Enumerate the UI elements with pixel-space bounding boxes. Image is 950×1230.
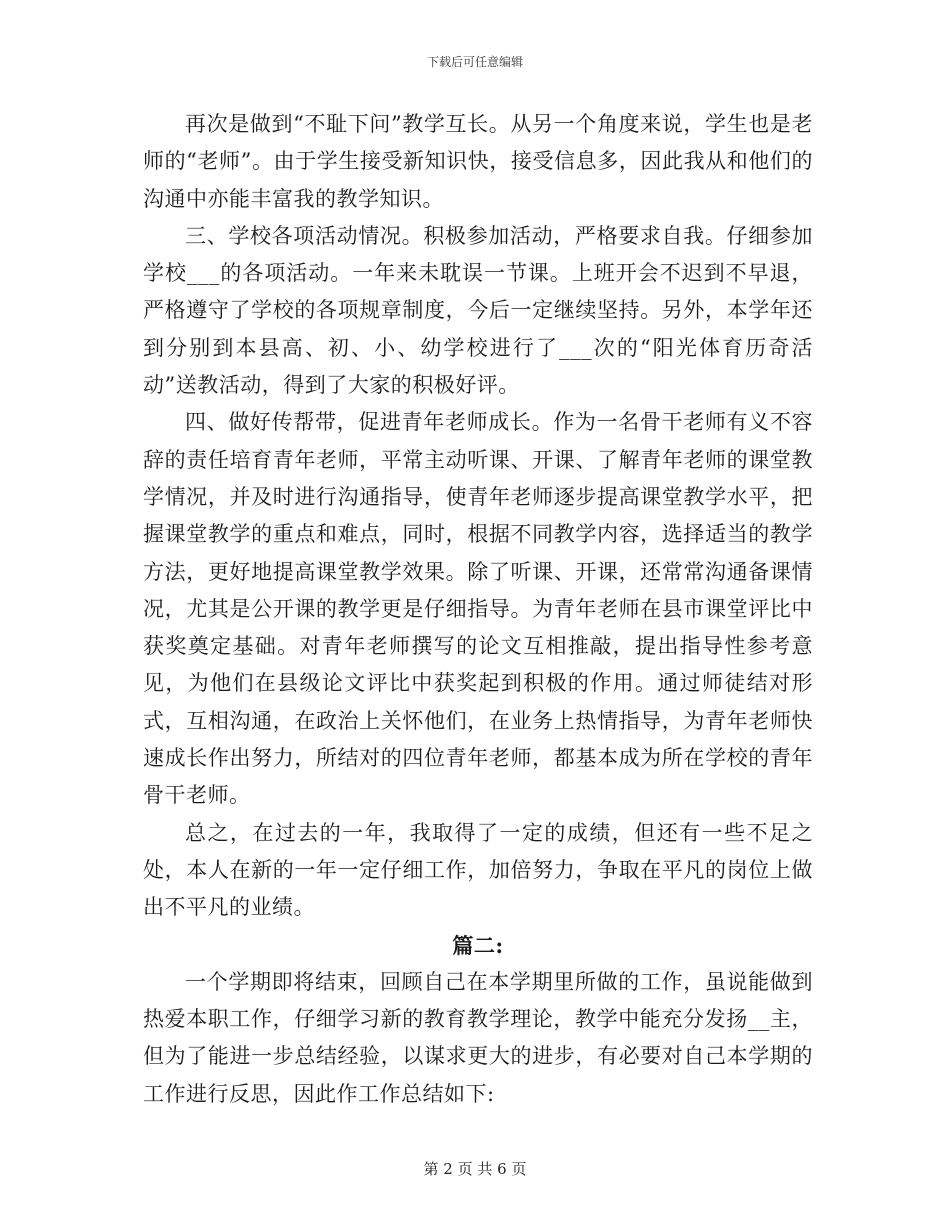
page-header: 下载后可任意编辑 — [426, 55, 523, 69]
paragraph-summary: 总之，在过去的一年，我取得了一定的成绩，但还有一些不足之处，本人在新的一年一定仔细工作，加倍努力，争取在平凡的岗位上做出不平凡的业绩。 — [143, 820, 813, 920]
paragraph-mentoring-young-teachers: 四、做好传帮带，促进青年老师成长。作为一名骨干老师有义不容辞的责任培育青年老师，平常主动听课、开课、了解青年老师的课堂教学情况，并及时进行沟通指导，使青年老师逐步提高课堂教学水平，把握课堂教学的重点和难点，同时，根据不同教学内容，选择适当的教学方法，更好地提高课堂教学效果。除了听课、开课，还常常沟通备课情况，尤其是公开课的教学更是仔细指导。为青年老师在县市课堂评比中获奖奠定基础。对青年老师撰写的论文互相推敲，提出指导性参考意见，为他们在县级论文评比中获奖起到积极的作用。通过师徒结对形式，互相沟通，在政治上关怀他们，在业务上热情指导，为青年老师快速成长作出努力，所结对的四位青年老师，都基本成为所在学校的青年骨干老师。 — [143, 410, 813, 808]
document-body — [143, 106, 813, 1113]
paragraph-teaching-mutual-growth: 再次是做到“不耻下问”教学互长。从另一个角度来说，学生也是老师的“老师”。由于学生接受新知识快，接受信息多，因此我从和他们的沟通中亦能丰富我的教学知识。 — [143, 112, 813, 211]
paragraph-school-activities: 三、学校各项活动情况。积极参加活动，严格要求自我。仔细参加学校___的各项活动。一年来未耽误一节课。上班开会不迟到不早退，严格遵守了学校的各项规章制度，今后一定继续坚持。另外，本学年还到分别到本县高、初、小、幼学校进行了___次的“阳光体育历奇活动”送教活动，得到了大家的积极好评。 — [143, 223, 813, 398]
page-footer: 第 2 页 共 6 页 — [423, 1160, 527, 1178]
paragraph-section-two-intro: 一个学期即将结束，回顾自己在本学期里所做的工作，虽说能做到热爱本职工作，仔细学习新的教育教学理论，教学中能充分发扬__主，但为了能进一步总结经验，以谋求更大的进步，有必要对自己本学期的工作进行反思，因此作工作总结如下: — [143, 969, 813, 1106]
section-heading: 篇二: — [452, 932, 504, 958]
